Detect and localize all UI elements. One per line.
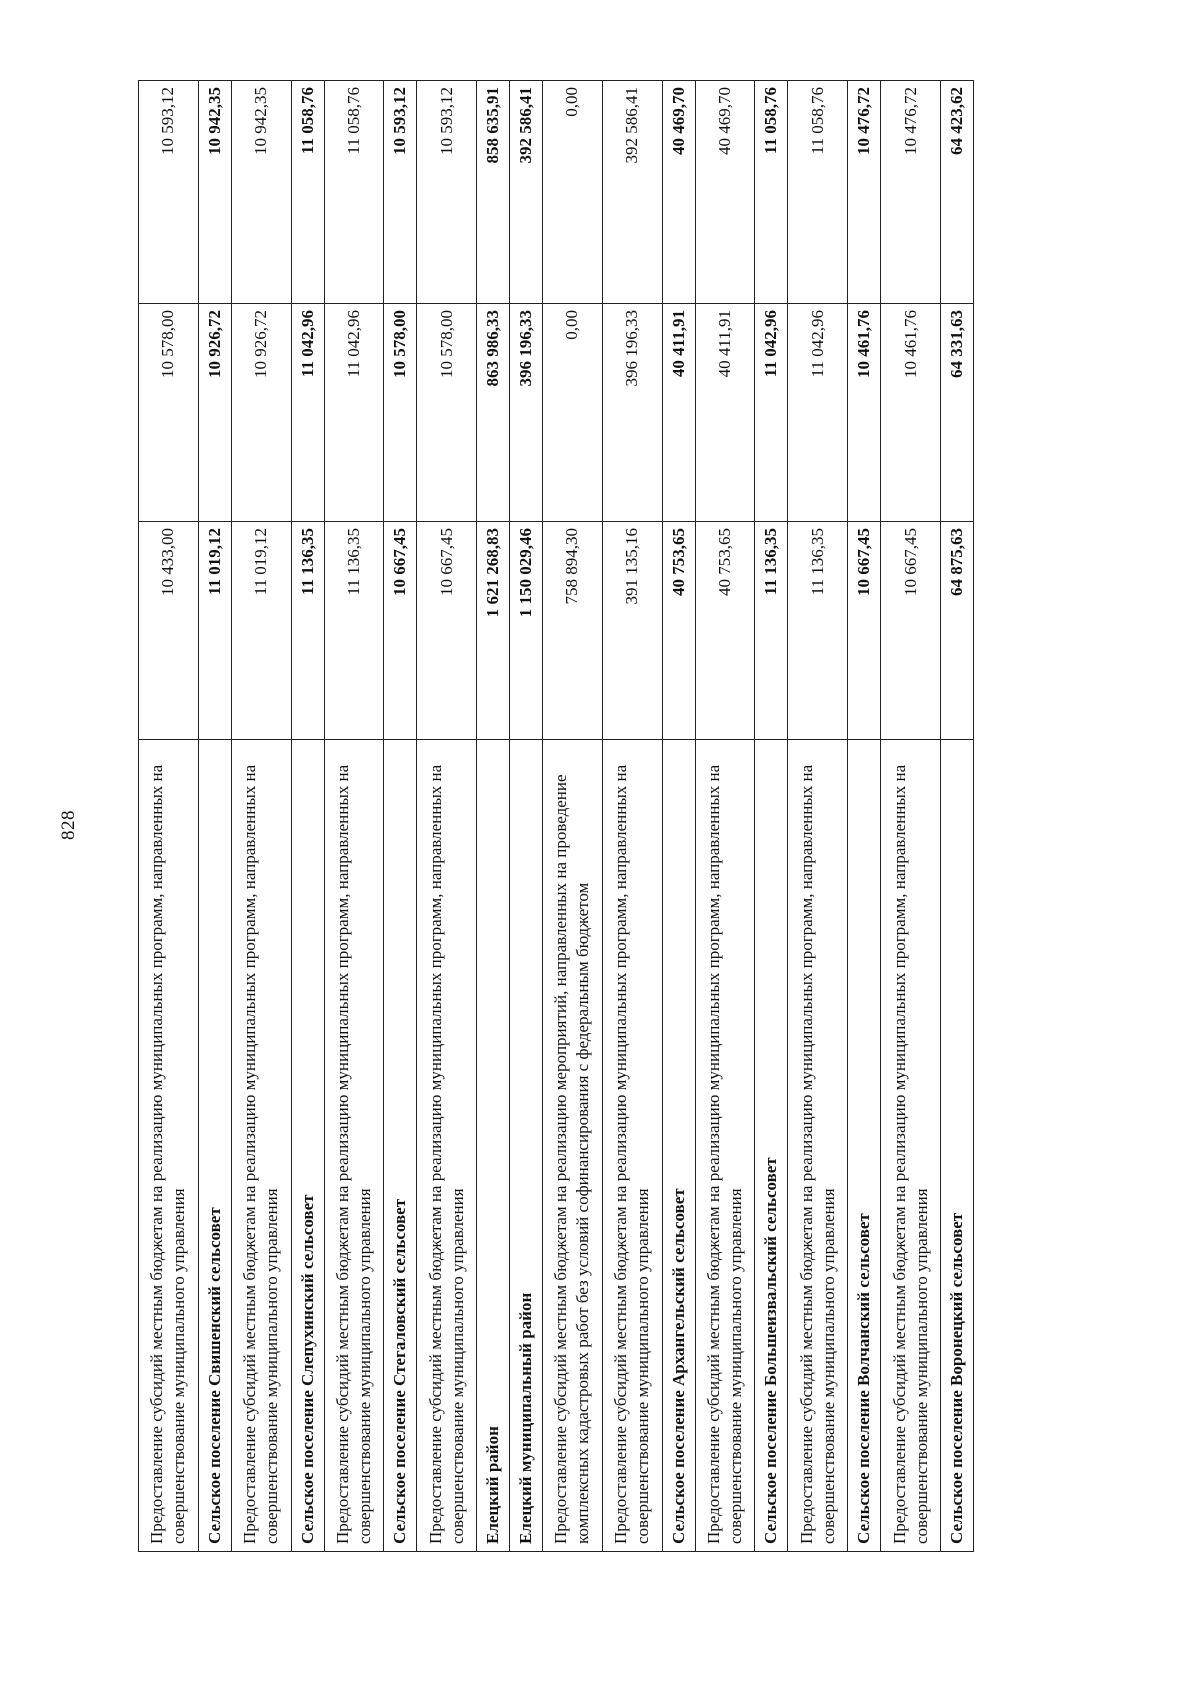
row-value-2-cell: 64 331,63 bbox=[940, 304, 973, 522]
row-value-2-cell: 10 578,00 bbox=[384, 304, 417, 522]
row-value-2-cell: 10 461,76 bbox=[881, 304, 941, 522]
row-value-1-cell: 10 667,45 bbox=[417, 522, 477, 740]
row-name-cell: Предоставление субсидий местным бюджетам на реализацию мероприятий, направленных на проведение комплексных кадастровых работ без условий софинансирования с федеральным бюджетом bbox=[543, 740, 603, 1552]
row-name-cell: Сельское поселение Свишенский сельсовет bbox=[198, 740, 231, 1552]
row-value-2-cell: 40 411,91 bbox=[695, 304, 755, 522]
row-name-cell: Предоставление субсидий местным бюджетам на реализацию муниципальных программ, направленных на совершенствование муниципального управления bbox=[231, 740, 291, 1552]
table-row bbox=[602, 81, 662, 1552]
row-value-1-cell: 11 136,35 bbox=[291, 522, 324, 740]
row-value-2-cell: 0,00 bbox=[543, 304, 603, 522]
row-value-2-cell: 40 411,91 bbox=[662, 304, 695, 522]
page-number: 828 bbox=[58, 810, 79, 840]
row-value-3-cell: 10 942,35 bbox=[198, 81, 231, 304]
row-value-3-cell: 40 469,70 bbox=[662, 81, 695, 304]
row-name-cell: Предоставление субсидий местным бюджетам на реализацию муниципальных программ, направленных на совершенствование муниципального управления bbox=[881, 740, 941, 1552]
table-row bbox=[510, 81, 543, 1552]
row-value-3-cell: 40 469,70 bbox=[695, 81, 755, 304]
table-row bbox=[543, 81, 603, 1552]
row-value-2-cell: 396 196,33 bbox=[510, 304, 543, 522]
row-value-1-cell: 10 667,45 bbox=[881, 522, 941, 740]
row-value-3-cell: 10 942,35 bbox=[231, 81, 291, 304]
row-value-3-cell: 11 058,76 bbox=[324, 81, 384, 304]
row-value-3-cell: 11 058,76 bbox=[291, 81, 324, 304]
table-row bbox=[291, 81, 324, 1552]
table-row bbox=[139, 81, 199, 1552]
row-name-cell: Сельское поселение Большеизвальский сельсовет bbox=[755, 740, 788, 1552]
row-value-3-cell: 858 635,91 bbox=[477, 81, 510, 304]
row-name-cell: Предоставление субсидий местным бюджетам на реализацию муниципальных программ, направленных на совершенствование муниципального управления bbox=[788, 740, 848, 1552]
row-name-cell: Предоставление субсидий местным бюджетам на реализацию муниципальных программ, направленных на совершенствование муниципального управления bbox=[324, 740, 384, 1552]
table-row bbox=[695, 81, 755, 1552]
row-value-2-cell: 10 461,76 bbox=[848, 304, 881, 522]
row-value-1-cell: 11 136,35 bbox=[788, 522, 848, 740]
row-value-1-cell: 391 135,16 bbox=[602, 522, 662, 740]
row-value-1-cell: 10 667,45 bbox=[384, 522, 417, 740]
row-value-1-cell: 10 433,00 bbox=[139, 522, 199, 740]
row-value-1-cell: 11 136,35 bbox=[755, 522, 788, 740]
row-name-cell: Сельское поселение Слепухинский сельсовет bbox=[291, 740, 324, 1552]
row-name-cell: Елецкий муниципальный район bbox=[510, 740, 543, 1552]
row-value-1-cell: 11 019,12 bbox=[198, 522, 231, 740]
table-row bbox=[477, 81, 510, 1552]
row-value-3-cell: 11 058,76 bbox=[788, 81, 848, 304]
row-name-cell: Предоставление субсидий местным бюджетам на реализацию муниципальных программ, направленных на совершенствование муниципального управления bbox=[602, 740, 662, 1552]
row-name-cell: Предоставление субсидий местным бюджетам на реализацию муниципальных программ, направленных на совершенствование муниципального управления bbox=[695, 740, 755, 1552]
row-value-2-cell: 396 196,33 bbox=[602, 304, 662, 522]
row-value-1-cell: 64 875,63 bbox=[940, 522, 973, 740]
table-row bbox=[940, 81, 973, 1552]
row-name-cell: Предоставление субсидий местным бюджетам на реализацию муниципальных программ, направленных на совершенствование муниципального управления bbox=[139, 740, 199, 1552]
row-value-2-cell: 11 042,96 bbox=[755, 304, 788, 522]
row-value-3-cell: 10 593,12 bbox=[384, 81, 417, 304]
row-value-1-cell: 1 150 029,46 bbox=[510, 522, 543, 740]
row-value-3-cell: 0,00 bbox=[543, 81, 603, 304]
row-value-2-cell: 10 926,72 bbox=[198, 304, 231, 522]
row-value-3-cell: 10 593,12 bbox=[417, 81, 477, 304]
row-value-2-cell: 11 042,96 bbox=[788, 304, 848, 522]
row-value-3-cell: 10 593,12 bbox=[139, 81, 199, 304]
row-name-cell: Сельское поселение Воронецкий сельсовет bbox=[940, 740, 973, 1552]
row-value-1-cell: 10 667,45 bbox=[848, 522, 881, 740]
budget-table-rotated bbox=[138, 87, 974, 1552]
row-value-1-cell: 40 753,65 bbox=[662, 522, 695, 740]
table-row bbox=[198, 81, 231, 1552]
row-value-1-cell: 1 621 268,83 bbox=[477, 522, 510, 740]
row-name-cell: Елецкий район bbox=[477, 740, 510, 1552]
row-value-1-cell: 40 753,65 bbox=[695, 522, 755, 740]
row-value-2-cell: 10 578,00 bbox=[417, 304, 477, 522]
row-value-2-cell: 10 578,00 bbox=[139, 304, 199, 522]
budget-table-body bbox=[139, 81, 974, 1552]
table-row bbox=[231, 81, 291, 1552]
row-value-2-cell: 11 042,96 bbox=[291, 304, 324, 522]
row-value-3-cell: 392 586,41 bbox=[602, 81, 662, 304]
row-value-3-cell: 11 058,76 bbox=[755, 81, 788, 304]
table-row bbox=[788, 81, 848, 1552]
table-row bbox=[755, 81, 788, 1552]
row-value-3-cell: 10 476,72 bbox=[848, 81, 881, 304]
row-name-cell: Сельское поселение Волчанский сельсовет bbox=[848, 740, 881, 1552]
row-name-cell: Сельское поселение Архангельский сельсовет bbox=[662, 740, 695, 1552]
row-value-2-cell: 11 042,96 bbox=[324, 304, 384, 522]
row-value-3-cell: 392 586,41 bbox=[510, 81, 543, 304]
row-value-1-cell: 11 136,35 bbox=[324, 522, 384, 740]
row-value-2-cell: 863 986,33 bbox=[477, 304, 510, 522]
table-row bbox=[324, 81, 384, 1552]
table-row bbox=[417, 81, 477, 1552]
row-value-1-cell: 11 019,12 bbox=[231, 522, 291, 740]
table-row bbox=[662, 81, 695, 1552]
row-name-cell: Сельское поселение Стегаловский сельсовет bbox=[384, 740, 417, 1552]
table-row bbox=[848, 81, 881, 1552]
table-row bbox=[881, 81, 941, 1552]
row-value-3-cell: 10 476,72 bbox=[881, 81, 941, 304]
budget-table bbox=[138, 80, 974, 1552]
row-value-2-cell: 10 926,72 bbox=[231, 304, 291, 522]
row-name-cell: Предоставление субсидий местным бюджетам на реализацию муниципальных программ, направленных на совершенствование муниципального управления bbox=[417, 740, 477, 1552]
table-row bbox=[384, 81, 417, 1552]
row-value-3-cell: 64 423,62 bbox=[940, 81, 973, 304]
row-value-1-cell: 758 894,30 bbox=[543, 522, 603, 740]
